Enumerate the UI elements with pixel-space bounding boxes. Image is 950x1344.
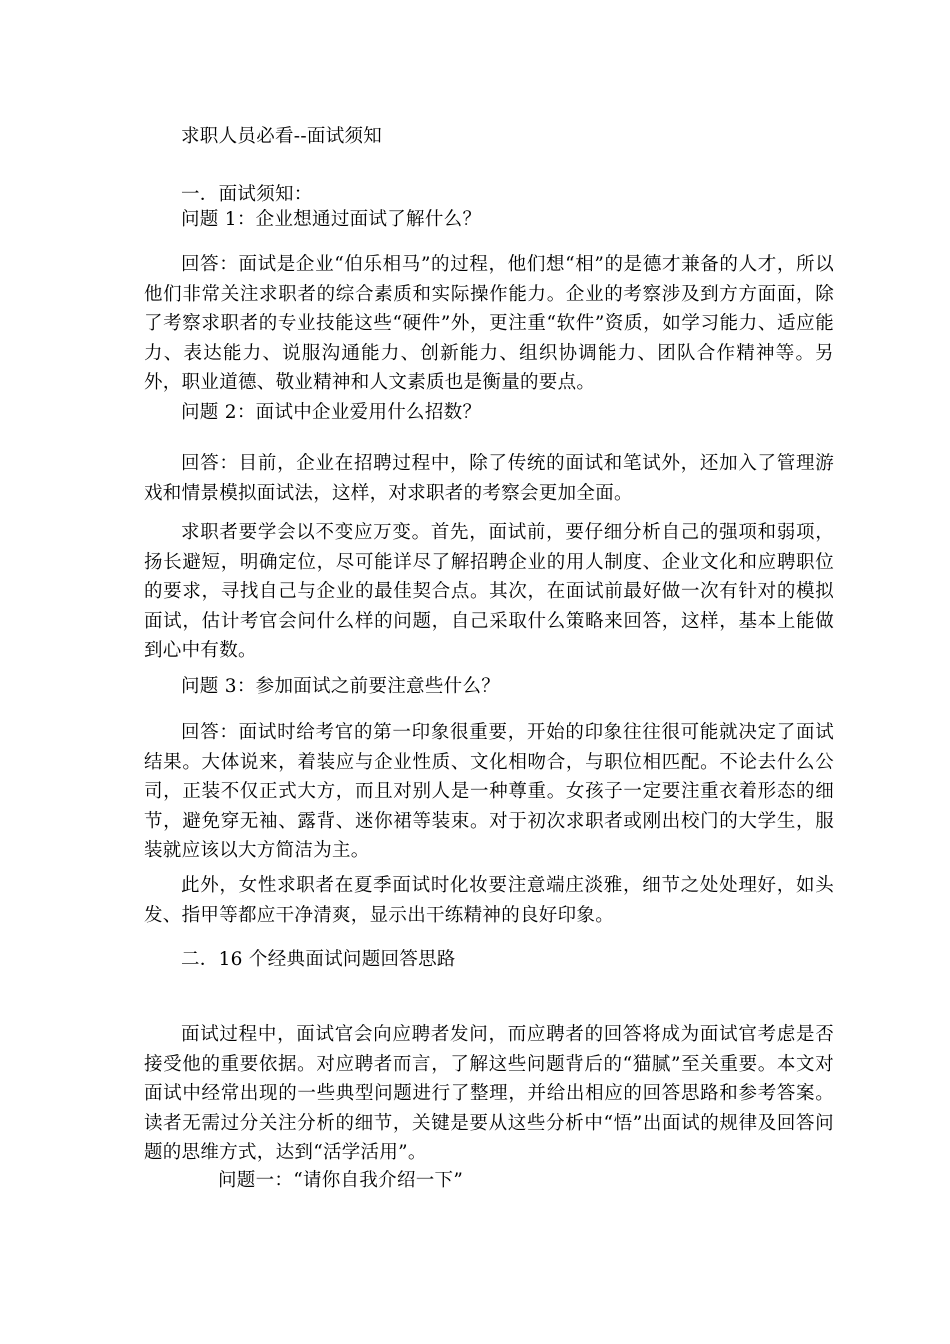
question-one-heading: 问题一：“请你自我介绍一下” (218, 1170, 464, 1191)
document-title: 求职人员必看--面试须知 (181, 126, 383, 147)
question-3: 问题 3：参加面试之前要注意些什么？ (181, 676, 501, 697)
section-2-intro: 面试过程中，面试官会向应聘者发问，而应聘者的回答将成为面试官考虑是否接受他的重要依据。对应聘者而言，了解这些问题背后的“猫腻”至关重要。本文对面试中经常出现的一些典型问题进行了整理，并给出相应的回答思路和参考答案。读者无需过分关注分析的细节，关键是要从这些分析中“悟”出面试的规律及回答问题的思维方式，达到“活学活用”。 (144, 1024, 834, 1163)
section-heading-interview-notes: 一．面试须知： (181, 184, 313, 205)
question-2: 问题 2：面试中企业爱用什么招数？ (181, 402, 482, 423)
answer-3: 回答：面试时给考官的第一印象很重要，开始的印象往往很可能就决定了面试结果。大体说来，着装应与企业性质、文化相吻合，与职位相匹配。不论去什么公司，正装不仅正式大方，而且对别人是一种尊重。女孩子一定要注重衣着形态的细节，避免穿无袖、露背、迷你裙等装束。对于初次求职者或刚出校门的大学生，服装就应该以大方简洁为主。 (144, 722, 834, 861)
answer-2: 回答：目前，企业在招聘过程中，除了传统的面试和笔试外，还加入了管理游戏和情景模拟面试法，这样，对求职者的考察会更加全面。 (144, 453, 834, 504)
answer-1: 回答：面试是企业“伯乐相马”的过程，他们想“相”的是德才兼备的人才，所以他们非常关注求职者的综合素质和实际操作能力。企业的考察涉及到方方面面，除了考察求职者的专业技能这些“硬件”外，更注重“软件”资质，如学习能力、适应能力、表达能力、说服沟通能力、创新能力、组织协调能力、团队合作精神等。另外，职业道德、敬业精神和人文素质也是衡量的要点。 (144, 254, 834, 393)
answer-2-extra: 求职者要学会以不变应万变。首先，面试前，要仔细分析自己的强项和弱项，扬长避短，明确定位，尽可能详尽了解招聘企业的用人制度、企业文化和应聘职位的要求，寻找自己与企业的最佳契合点。其次，在面试前最好做一次有针对的模拟面试，估计考官会问什么样的问题，自己采取什么策略来回答，这样，基本上能做到心中有数。 (144, 522, 834, 661)
section-heading-classic-questions: 二．16 个经典面试问题回答思路 (181, 949, 456, 970)
answer-3-extra: 此外，女性求职者在夏季面试时化妆要注意端庄淡雅，细节之处处理好，如头发、指甲等都应干净清爽，显示出干练精神的良好印象。 (144, 875, 834, 926)
question-1: 问题 1：企业想通过面试了解什么？ (181, 209, 482, 230)
